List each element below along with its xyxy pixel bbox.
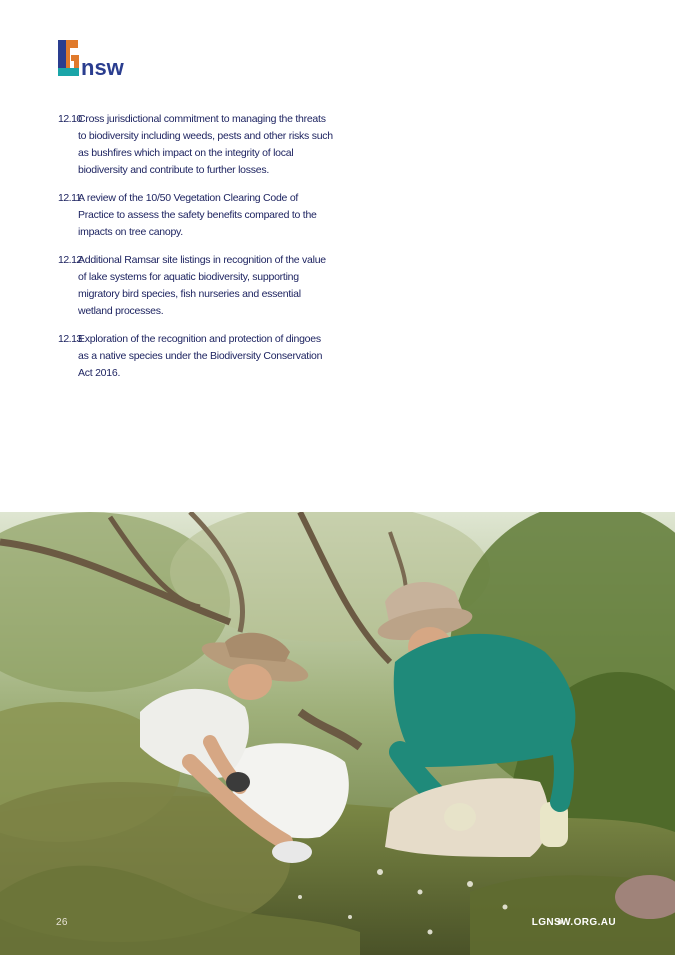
item-text: Exploration of the recognition and protection of dingoes as a native species under the Biodiversity Conservation Act 2016. (78, 333, 323, 379)
item-number: 12.13 (58, 333, 82, 345)
list-item (58, 190, 333, 241)
list-item (58, 111, 333, 179)
bush-regeneration-photo (0, 512, 675, 955)
item-text: Additional Ramsar site listings in recognition of the value of lake systems for aquatic biodiversity, supporting migratory bird species, fish nurseries and essential wetland processes. (78, 254, 326, 317)
item-number: 12.11 (58, 192, 81, 204)
item-text: A review of the 10/50 Vegetation Clearing Code of Practice to assess the safety benefits compared to the impacts on tree canopy. (78, 192, 317, 238)
recommendation-list (58, 111, 333, 393)
logo-text: nsw (81, 55, 124, 78)
item-text: Cross jurisdictional commitment to managing the threats to biodiversity including weeds, pests and other risks such as bushfires which impact on the integrity of local biodiversity and contribute to further losses. (78, 113, 333, 176)
item-number: 12.12 (58, 254, 82, 266)
item-number: 12.10 (58, 113, 82, 125)
website-link[interactable]: LGNSW.ORG.AU (531, 917, 616, 928)
lgnsw-logo (57, 38, 127, 78)
page-number: 26 (56, 917, 68, 928)
list-item (58, 331, 333, 382)
list-item (58, 252, 333, 320)
